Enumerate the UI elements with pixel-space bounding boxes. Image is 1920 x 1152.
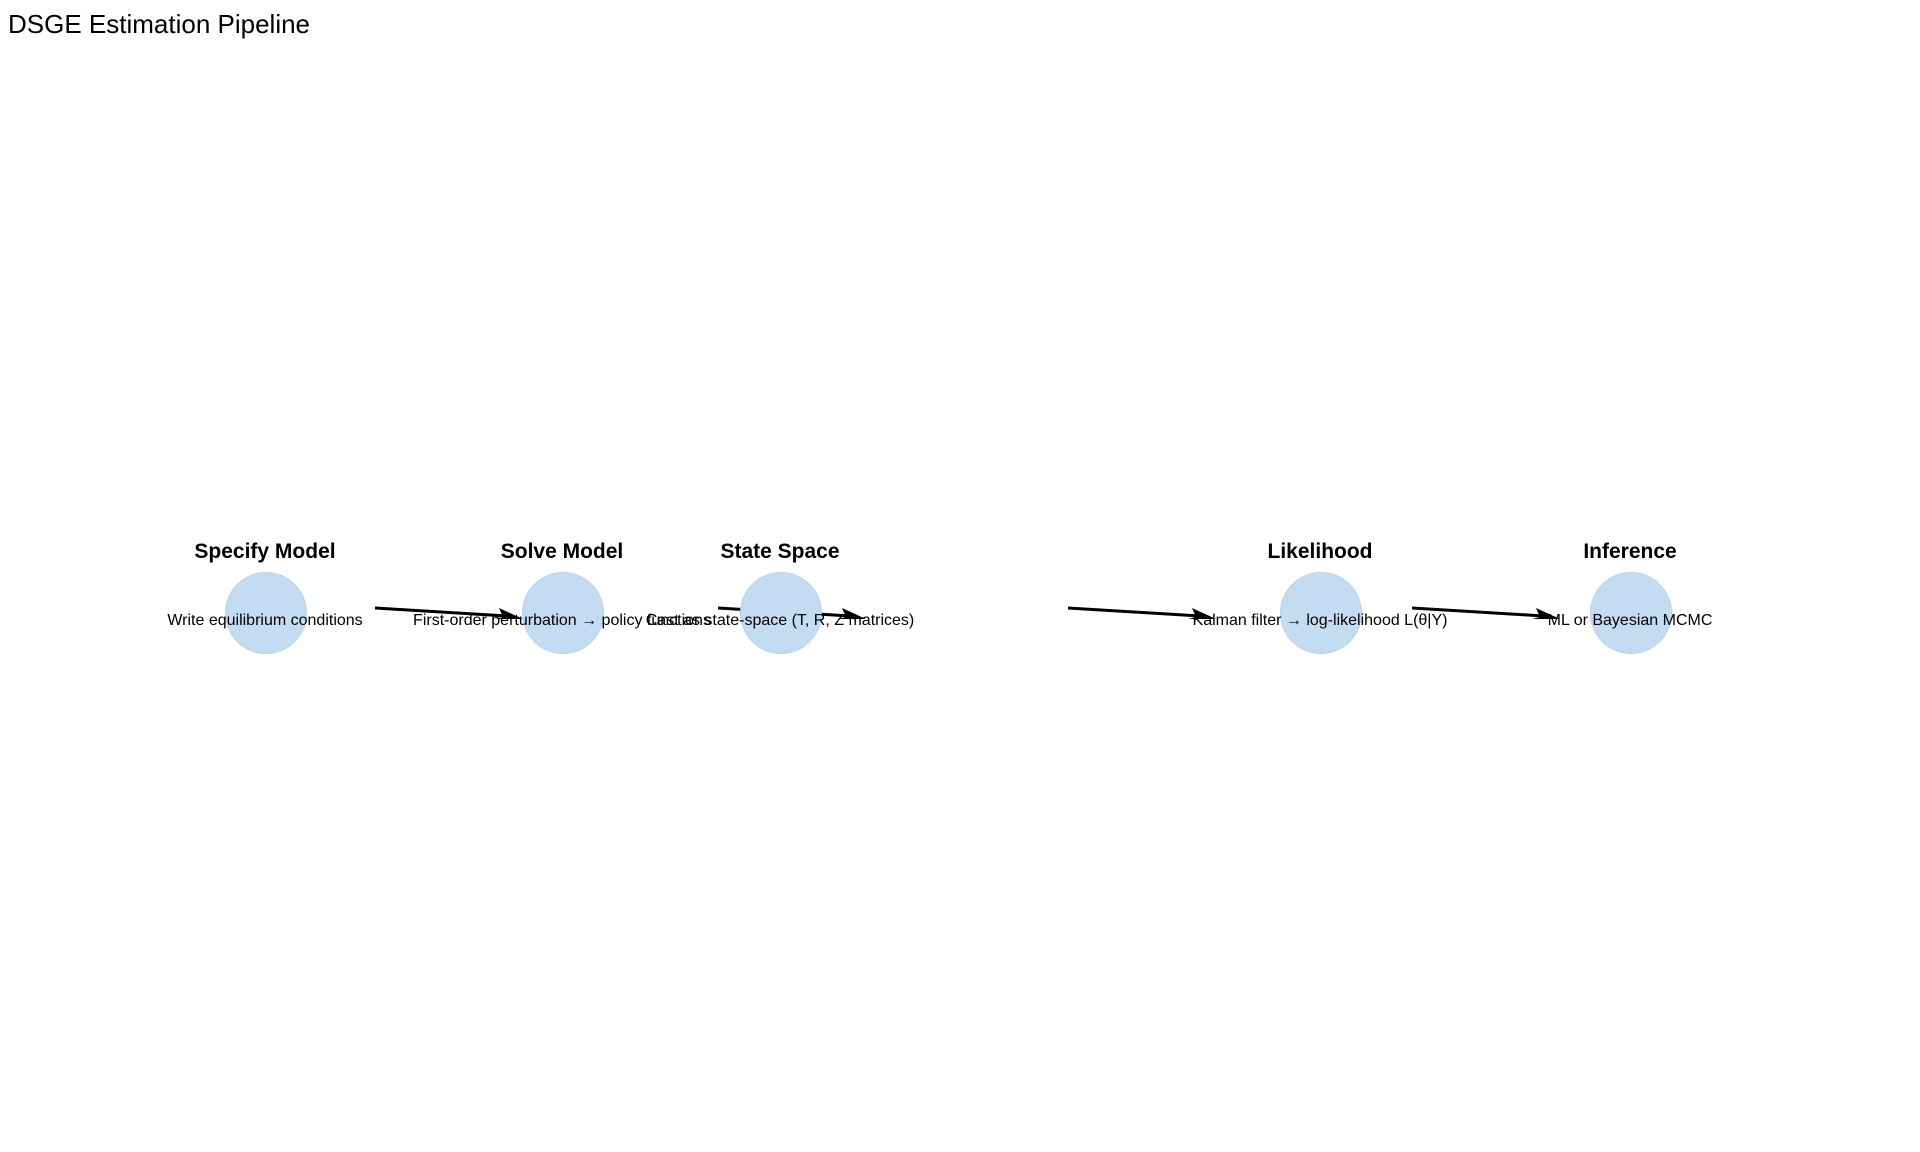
pipeline-stage-inference[interactable]: [1500, 520, 1760, 660]
stage-label: Inference: [1583, 540, 1677, 563]
stage-description: Cast as state-space (T, R, Z matrices): [645, 612, 915, 629]
pipeline-diagram: [0, 520, 1920, 660]
stage-label: State Space: [720, 540, 840, 563]
pipeline-stage-likelihood[interactable]: [1190, 520, 1450, 660]
stage-description: Write equilibrium conditions: [167, 612, 363, 629]
stage-label: Specify Model: [194, 540, 336, 563]
pipeline-stage-state-space[interactable]: [645, 520, 915, 660]
pipeline-stage-specify-model[interactable]: [135, 520, 395, 660]
stage-description: ML or Bayesian MCMC: [1547, 612, 1713, 629]
stage-label: Likelihood: [1267, 540, 1373, 563]
stage-description: First-order perturbation → policy functions: [413, 612, 711, 629]
page-title: DSGE Estimation Pipeline: [8, 9, 311, 39]
stage-label: Solve Model: [500, 540, 624, 563]
stage-description: Kalman filter → log-likelihood L(θ|Y): [1192, 612, 1448, 629]
